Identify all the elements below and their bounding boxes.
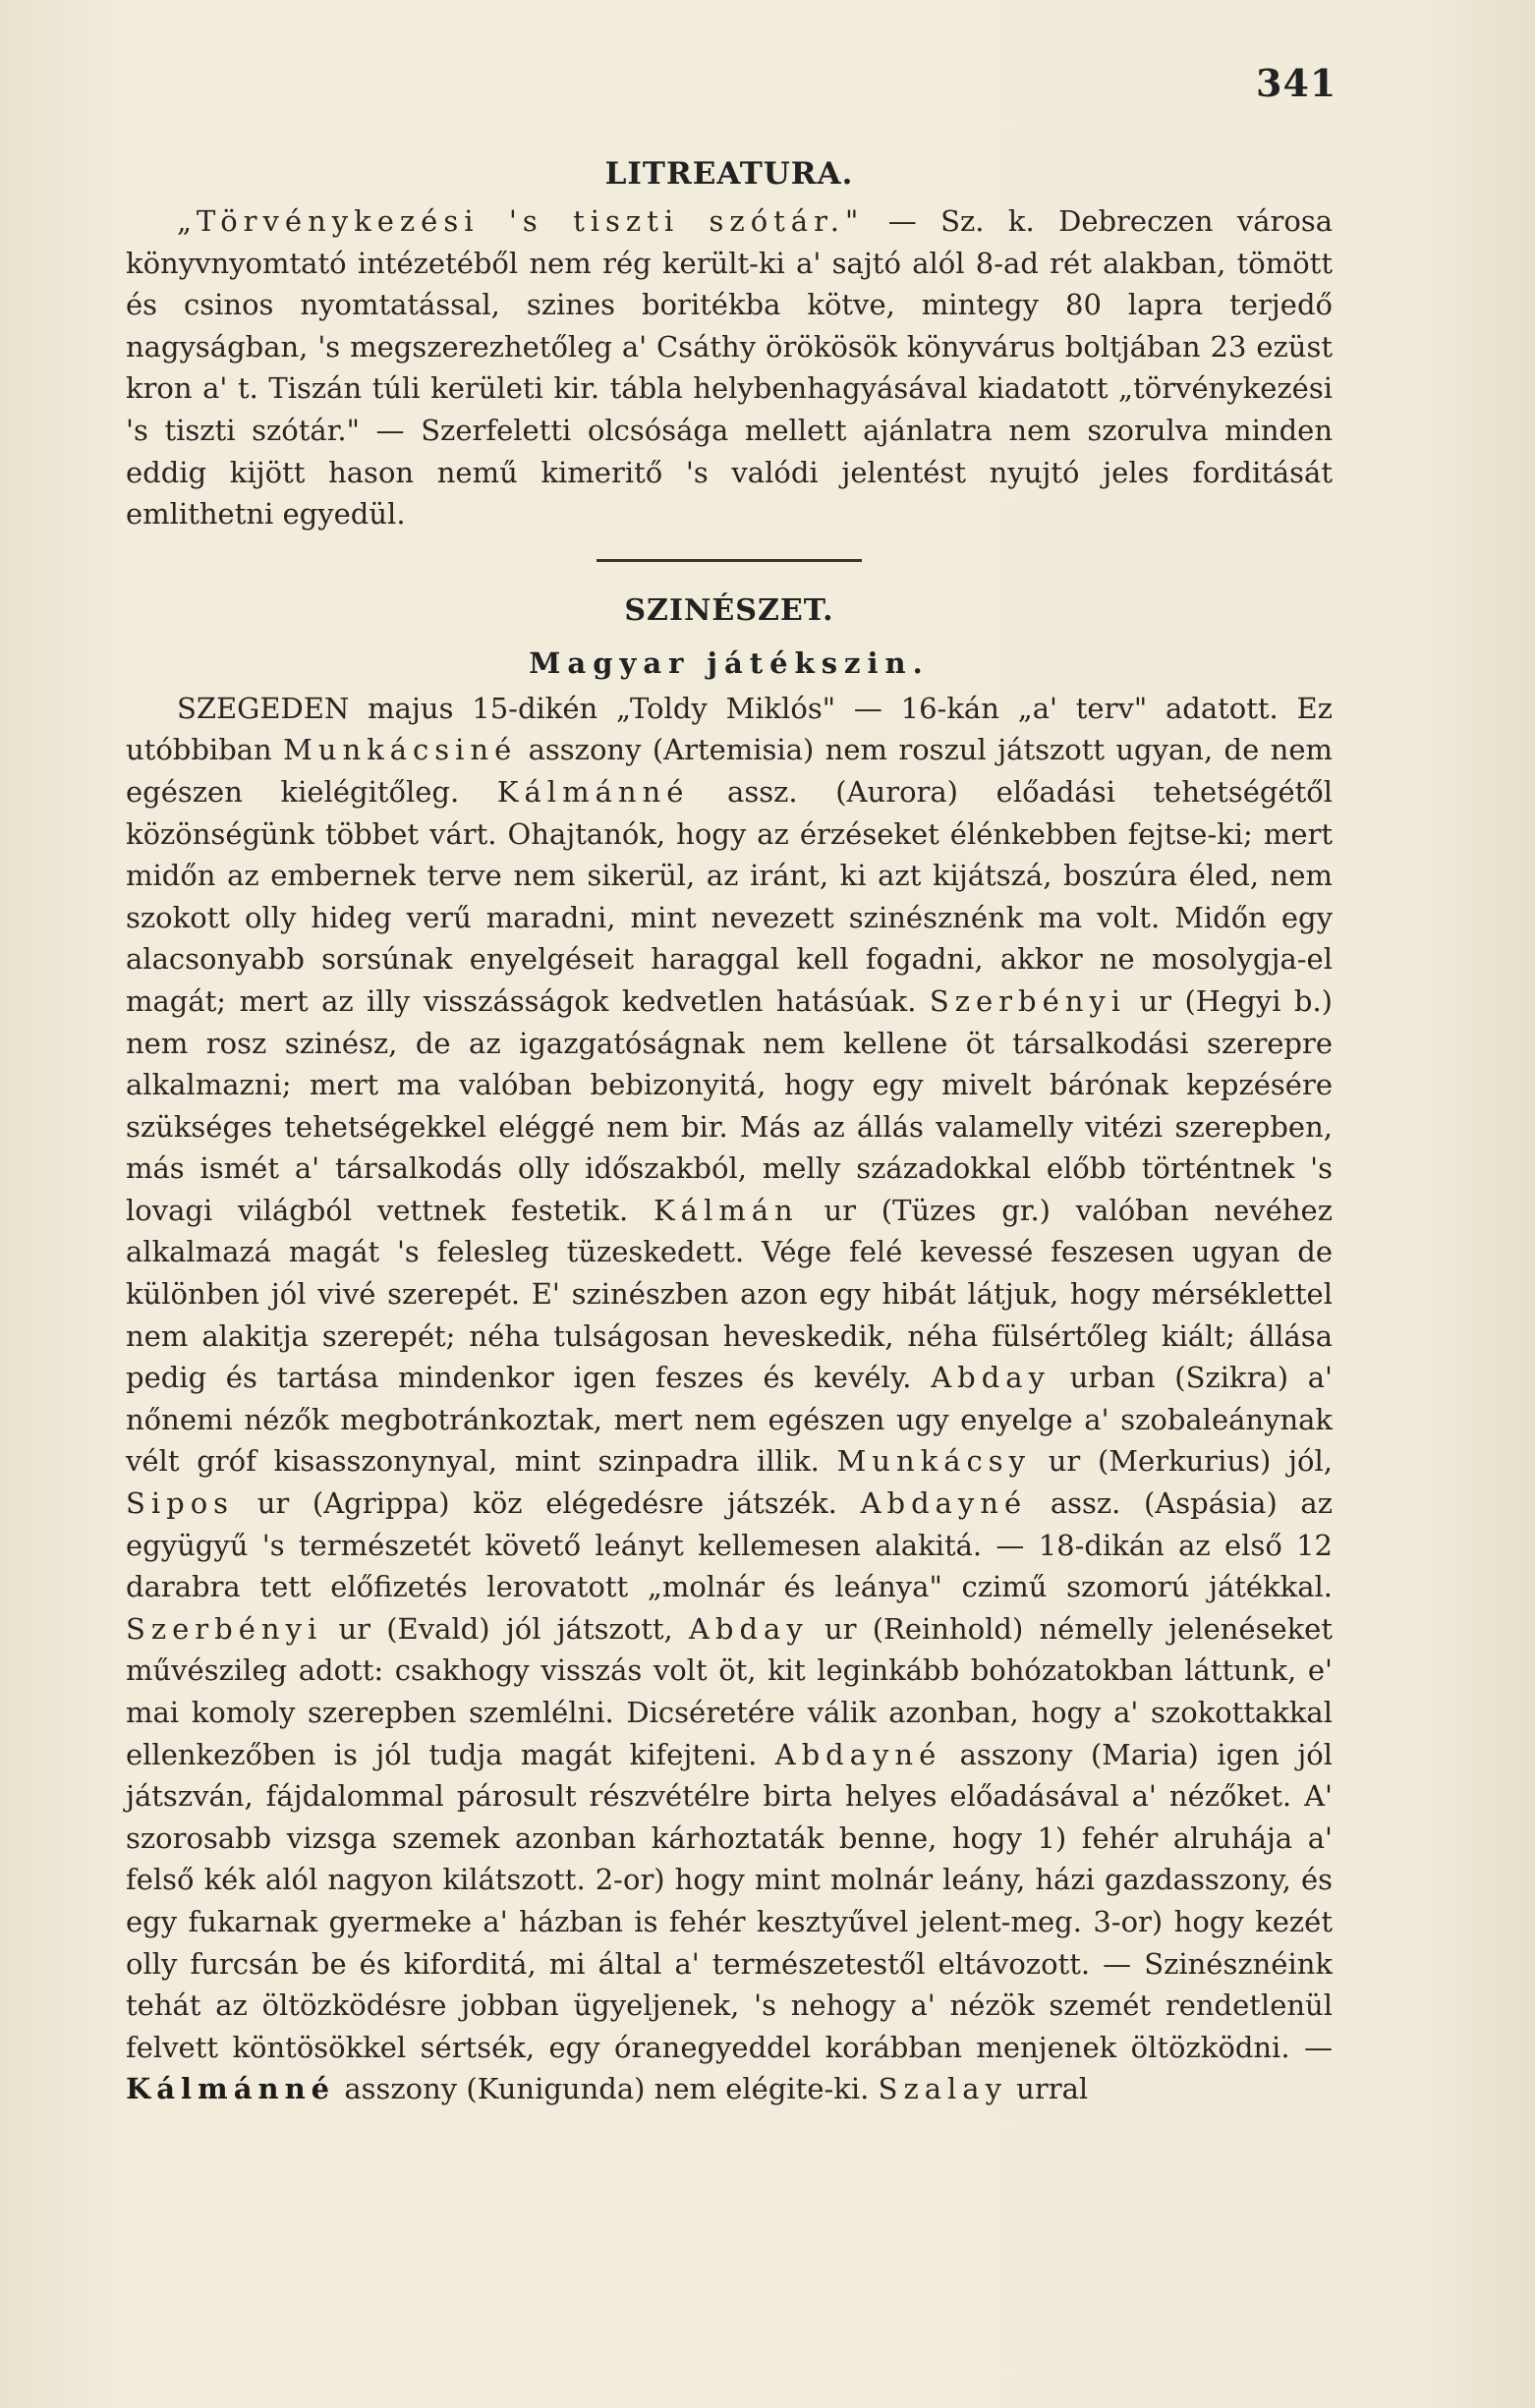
text-segment: ur (Tüzes gr.) valóban nevéhez alkalmazá magát 's felesleg tüzeskedett. Vége felé kevessé feszesen ugyan de különben jól vivé szerepét. E' szinészben azon egy hibát látjuk, hogy mérséklettel nem alakitja szerepét; néha tulságosan heveskedik, néha fülsértőleg kiált; állása pedig és tartása mindenkor igen feszes és kevély. (126, 1193, 1333, 1395)
performer-name: Kálmán (654, 1193, 799, 1227)
text-segment: majus 15-dikén „Toldy Miklós" — 16-kán „a' terv" adatott. Ez utóbbiban (126, 691, 1333, 767)
text-segment: ur (Evald) jól játszott, (322, 1611, 689, 1646)
text-segment: urral (1006, 2072, 1089, 2106)
performer-name: Sipos (126, 1486, 235, 1521)
text-segment: asszony (Kunigunda) nem elégite-ki. (335, 2072, 879, 2106)
text-segment: ur (Merkurius) jól, (1031, 1444, 1333, 1479)
text-segment: asszony (Artemisia) nem roszul játszott ugyan, de nem egészen kielégitőleg. (126, 733, 1333, 809)
performer-name: Kálmánné (126, 2072, 336, 2106)
theatre-paragraph (126, 688, 1333, 2110)
text-segment: assz. (Aurora) előadási tehetségétől közönségünk többet várt. Ohajtanók, hogy az érzéseket élénkebben fejtse-ki; mert midőn az embernek terve nem sikerül, az iránt, ki azt kijátszá, boszúra éled, nem szokott olly hideg verű maradni, mint nevezett szinésznénk ma volt. Midőn egy alacsonyabb sorsúnak enyelgéseit haraggal kell fogadni, akkor ne mosolygja-el magát; mert az illy visszásságok kedvetlen hatásúak. (126, 774, 1333, 1018)
performer-name: Abday (931, 1361, 1051, 1395)
literature-text: — Sz. k. Debreczen városa könyvnyomtató intézetéből nem rég került-ki a' sajtó alól 8-ad rét alakban, tömött és csinos nyomtatással, szines boritékba kötve, mintegy 80 lapra terjedő nagyságban, 's megszerezhetőleg a' Csáthy örökösök könyvárus boltjában 23 ezüst kron a' t. Tiszán túli kerületi kir. tábla helybenhagyásával kiadatott „törvénykezési 's tiszti szótár." — Szerfeletti olcsósága mellett ajánlatra nem szorulva minden eddig kijött hason nemű kimeritő 's valódi jelentést nyujtó jeles forditását emlithetni egyedül. (126, 204, 1333, 532)
performer-name: Szalay (878, 2072, 1007, 2106)
performer-name: Abdayné (774, 1737, 942, 1771)
text-segment: ur (Reinhold) némelly jelenéseket művészileg adott: csakhogy visszás volt öt, kit leginkább bohózatokban láttunk, e' mai komoly szerepben szemlélni. Dicséretére válik azonban, hogy a' szokottakkal ellenkezőben is jól tudja magát kifejteni. (126, 1611, 1333, 1771)
text-segment: SZEGEDEN (177, 691, 350, 725)
book-title: „Törvénykezési 's tiszti szótár." (177, 204, 865, 238)
text-segment: assz. (Aspásia) az együgyű 's természetét követő leányt kellemesen alakitá. — 18-dikán az első 12 darabra tett előfizetés lerovatott „molnár és leánya" czimű szomorú játékkal. (126, 1486, 1334, 1604)
text-segment: ur (Hegyi b.) nem rosz szinész, de az igazgatóságnak nem kellene öt társalkodási szerepre alkalmazni; mert ma valóban bebizonyitá, hogy egy mivelt bárónak kepzésére szükséges tehetségekkel eléggé nem bir. Más az állás valamelly vitézi szerepben, más ismét a' társalkodás olly időszakból, melly századokkal előbb történtnek 's lovagi világból vettnek festetik. (126, 983, 1333, 1227)
literature-heading: LITREATURA. (604, 156, 854, 192)
performer-name: Munkácsy (836, 1444, 1032, 1479)
section-divider (597, 559, 862, 562)
text-segment: urban (Szikra) a' nőnemi nézők megbotránkoztak, mert nem egészen ugy enyelge a' szobaleánynak vélt gróf kisasszonynyal, mint szinpadra illik. (126, 1361, 1333, 1479)
performer-name: Munkácsiné (283, 733, 518, 767)
theatre-heading: SZINÉSZET. (624, 592, 834, 628)
performer-name: Abday (688, 1611, 809, 1646)
theatre-subheading: Magyar játékszin. (529, 645, 930, 680)
performer-name: Kálmánné (496, 774, 690, 809)
page-number: 341 (1256, 61, 1337, 105)
performer-name: Abdayné (860, 1486, 1028, 1521)
performer-name: Szerbényi (126, 1611, 323, 1646)
performer-name: Szerbényi (929, 983, 1127, 1018)
text-segment: ur (Agrippa) köz elégedésre játszék. (234, 1486, 861, 1521)
text-column (126, 147, 1333, 2110)
text-segment: asszony (Maria) igen jól játszván, fájdalommal párosult részvétélre birta helyes előadásával a' nézőket. A' szorosabb vizsga szemek azonban kárhoztaták benne, hogy 1) fehér alruhája a' felső kék alól nagyon kilátszott. 2-or) hogy mint molnár leány, házi gazdasszony, és egy fukarnak gyermeke a' házban is fehér kesztyűvel jelent-meg. 3-or) hogy kezét olly furcsán be és kiforditá, mi által a' természetestől eltávozott. — Szinésznéink tehát az öltözködésre jobban ügyeljenek, 's nehogy a' nézök szemét rendetlenül felvett köntösökkel sértsék, egy óranegyeddel korábban menjenek öltözködni. — (126, 1737, 1333, 2064)
literature-paragraph (126, 200, 1333, 535)
